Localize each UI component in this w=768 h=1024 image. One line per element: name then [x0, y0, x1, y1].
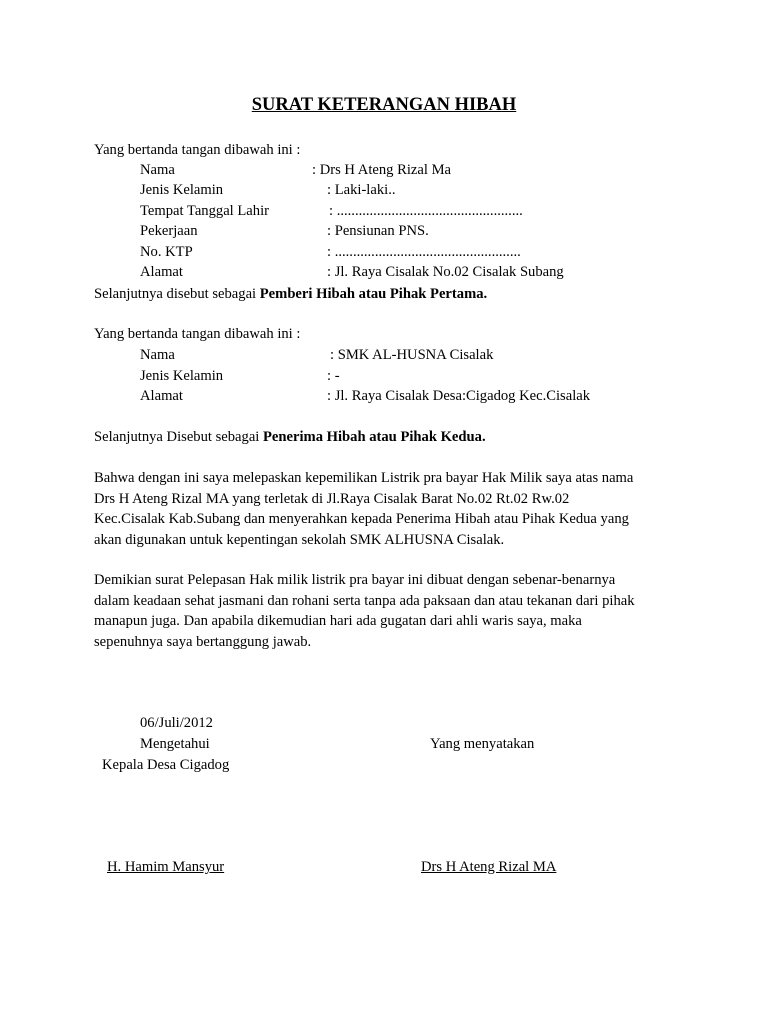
paragraph-line: Drs H Ateng Rizal MA yang terletak di Jl.Raya Cisalak Barat No.02 Rt.02 Rw.02 — [94, 490, 570, 507]
paragraph-line: Kec.Cisalak Kab.Subang dan menyerahkan kepada Penerima Hibah atau Pihak Kedua yang — [94, 511, 629, 527]
witness-label: Mengetahui — [140, 736, 210, 752]
field-value: : Drs H Ateng Rizal Ma — [312, 162, 452, 178]
field-label: Jenis Kelamin — [140, 368, 224, 384]
witness-name: H. Hamim Mansyur — [107, 859, 225, 875]
closing-prefix: Selanjutnya Disebut sebagai — [94, 429, 264, 445]
statement-paragraph — [94, 468, 684, 550]
witness-title: Kepala Desa Cigadog — [102, 757, 230, 773]
field-value: : Jl. Raya Cisalak Desa:Cigadog Kec.Cisalak — [327, 388, 591, 404]
field-value: : Laki-laki.. — [327, 182, 396, 198]
signature-date: 06/Juli/2012 — [140, 715, 213, 731]
field-label: Nama — [140, 162, 175, 178]
field-value: : Pensiunan PNS. — [327, 223, 429, 239]
field-label: Jenis Kelamin — [140, 182, 224, 198]
second-party-closing — [94, 427, 486, 448]
paragraph-line: dalam keadaan sehat jasmani dan rohani serta tanpa ada paksaan dan atau tekanan dari pihak — [94, 592, 635, 609]
field-value: : ................................................... — [327, 244, 521, 260]
paragraph-line: akan digunakan untuk kepentingan sekolah SMK ALHUSNA Cisalak. — [94, 531, 505, 548]
field-label: Pekerjaan — [140, 223, 198, 239]
first-party-closing — [94, 284, 487, 305]
intro-second-party: Yang bertanda tangan dibawah ini : — [94, 326, 301, 342]
first-party-designation: Pemberi Hibah atau Pihak Pertama. — [259, 286, 488, 302]
intro-first-party: Yang bertanda tangan dibawah ini : — [94, 142, 301, 158]
field-label: No. KTP — [140, 244, 193, 260]
paragraph-line: Demikian surat Pelepasan Hak milik listrik pra bayar ini dibuat dengan sebenar-benarnya — [94, 572, 616, 588]
field-label: Tempat Tanggal Lahir — [140, 203, 269, 219]
field-label: Nama — [140, 347, 175, 363]
paragraph-line: Bahwa dengan ini saya melepaskan kepemilikan Listrik pra bayar Hak Milik saya atas nama — [94, 470, 634, 486]
paragraph-line: manapun juga. Dan apabila dikemudian hari ada gugatan dari ahli waris saya, maka — [94, 613, 582, 629]
field-value: : SMK AL-HUSNA Cisalak — [330, 347, 494, 363]
field-value: : Jl. Raya Cisalak No.02 Cisalak Subang — [327, 264, 564, 280]
closing-paragraph — [94, 570, 684, 652]
field-label: Alamat — [140, 264, 183, 280]
closing-prefix: Selanjutnya disebut sebagai — [94, 286, 260, 302]
document-title: SURAT KETERANGAN HIBAH — [251, 95, 517, 115]
declarant-name: Drs H Ateng Rizal MA — [421, 859, 557, 875]
declarant-label: Yang menyatakan — [430, 736, 535, 752]
field-value: : ................................................... — [329, 203, 523, 219]
paragraph-line: sepenuhnya saya bertanggung jawab. — [94, 633, 312, 650]
field-label: Alamat — [140, 388, 183, 404]
field-value: : - — [327, 368, 340, 384]
second-party-designation: Penerima Hibah atau Pihak Kedua. — [263, 429, 486, 445]
